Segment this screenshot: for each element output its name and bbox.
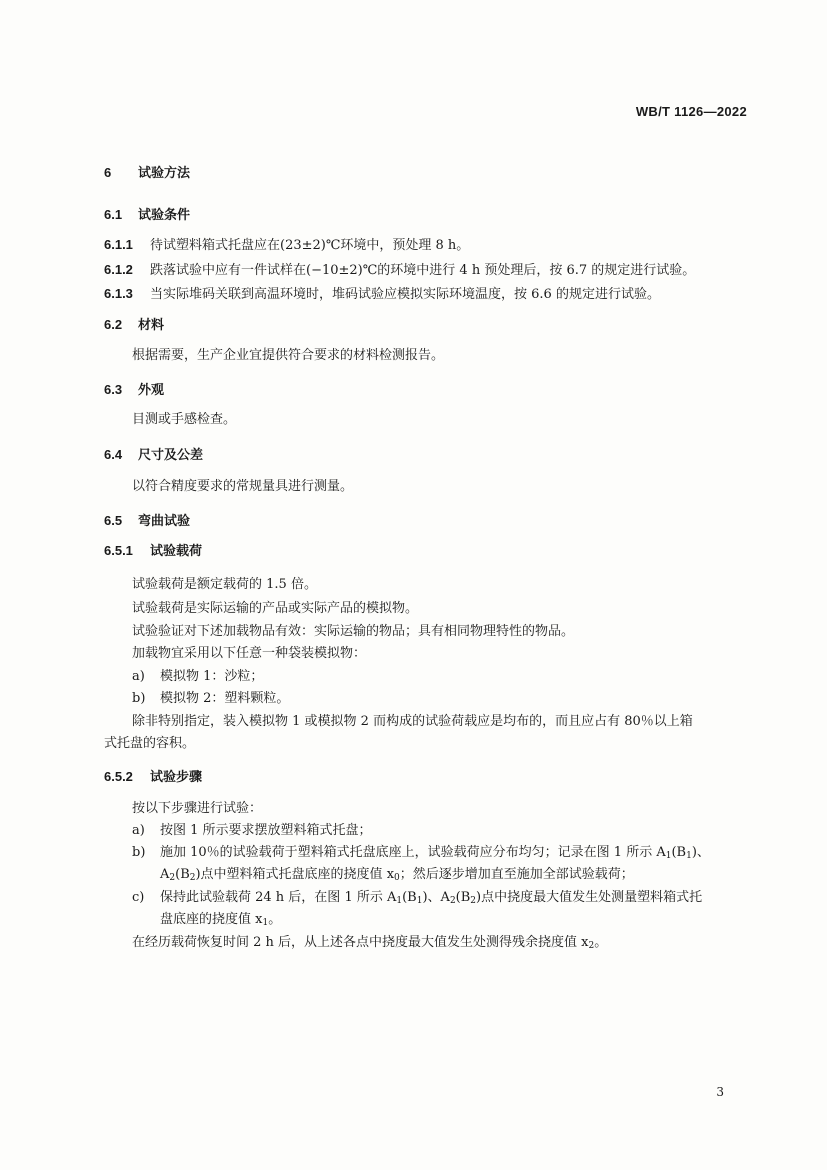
section-6-2-heading (104, 316, 164, 335)
list-label: b) (132, 845, 146, 860)
document-id: WB/T 1126—2022 (635, 104, 747, 119)
section-title: 材料 (138, 318, 165, 333)
section-number: 6.4 (104, 447, 123, 462)
list-item (132, 690, 289, 708)
section-title: 外观 (138, 383, 165, 398)
paragraph: 除非特别指定，装入模拟物 1 或模拟物 2 而构成的试验荷载应是均布的，而且应占有 80％以上箱 (132, 714, 693, 729)
section-6-1-heading (104, 206, 190, 225)
list-label: a) (132, 669, 145, 684)
section-number: 6.3 (104, 382, 123, 397)
section-number: 6.2 (104, 317, 123, 332)
clause-number: 6.1.3 (104, 286, 133, 301)
section-title: 试验步骤 (150, 770, 203, 785)
clause-text: 当实际堆码关联到高温环境时，堆码试验应模拟实际环境温度，按 6.6 的规定进行试验。 (150, 287, 660, 302)
list-label: a) (132, 823, 145, 838)
paragraph: 加载物宜采用以下任意一种袋装模拟物： (132, 646, 367, 661)
clause-6-1-1 (104, 236, 469, 255)
paragraph-continuation: 式托盘的容积。 (104, 736, 196, 751)
section-number: 6 (104, 165, 112, 180)
section-number: 6.5.2 (104, 769, 133, 784)
clause-6-1-2 (104, 261, 695, 280)
section-number: 6.5.1 (104, 543, 133, 558)
list-text: 模拟物 1：沙粒； (160, 669, 264, 684)
list-item-continuation: 盘底座的挠度值 $x_1$。 (160, 912, 282, 928)
section-6-4-text: 以符合精度要求的常规量具进行测量。 (132, 479, 354, 494)
list-text: 保持此试验载荷 24 h 后，在图 1 所示 $A_1(B_1)$、$A_2(B_2)$点中挠度最大值发生处测量塑料箱式托 (160, 890, 703, 906)
section-title: 尺寸及公差 (138, 448, 204, 463)
list-label: b) (132, 691, 146, 706)
list-text: 按图 1 所示要求摆放塑料箱式托盘； (160, 823, 372, 838)
clause-text: 待试塑料箱式托盘应在(23±2)℃环境中，预处理 8 h。 (150, 238, 470, 253)
section-number: 6.5 (104, 513, 123, 528)
section-title: 试验方法 (138, 166, 191, 181)
clause-6-1-3 (104, 285, 660, 304)
list-text: 施加 10％的试验载荷于塑料箱式托盘底座上，试验载荷应分布均匀；记录在图 1 所示 $A_1(B_1)$、 (160, 845, 710, 861)
list-item (132, 822, 372, 840)
paragraph: 在经历载荷恢复时间 2 h 后，从上述各点中挠度最大值发生处测得残余挠度值 $x_2$。 (132, 935, 608, 951)
list-item (132, 844, 710, 865)
section-6-2-text: 根据需要，生产企业宜提供符合要求的材料检测报告。 (132, 348, 445, 363)
list-text: 模拟物 2：塑料颗粒。 (160, 691, 290, 706)
list-item (132, 889, 702, 910)
page-number: 3 (716, 1085, 724, 1099)
section-6-3-text: 目测或手感检查。 (132, 412, 237, 427)
section-6-5-1-heading (104, 542, 202, 561)
section-title: 试验条件 (138, 208, 191, 223)
clause-number: 6.1.1 (104, 237, 133, 252)
section-6-heading (104, 164, 190, 183)
paragraph: 试验载荷是实际运输的产品或实际产品的模拟物。 (132, 601, 419, 616)
section-6-4-heading (104, 446, 203, 465)
paragraph: 按以下步骤进行试验： (132, 801, 263, 816)
section-6-3-heading (104, 381, 164, 400)
clause-number: 6.1.2 (104, 262, 133, 277)
section-title: 试验载荷 (150, 544, 203, 559)
list-item-continuation: $A_2(B_2)$点中塑料箱式托盘底座的挠度值 $x_0$；然后逐步增加直至施加全部试验载荷； (160, 867, 634, 883)
paragraph: 试验验证对下述加载物品有效：实际运输的物品；具有相同物理特性的物品。 (132, 624, 575, 639)
section-6-5-heading (104, 512, 190, 531)
list-item (132, 668, 263, 686)
section-number: 6.1 (104, 207, 123, 222)
section-6-5-2-heading (104, 768, 202, 787)
section-title: 弯曲试验 (138, 514, 191, 529)
paragraph: 试验载荷是额定载荷的 1.5 倍。 (132, 577, 317, 592)
clause-text: 跌落试验中应有一件试样在(−10±2)℃的环境中进行 4 h 预处理后，按 6.7 的规定进行试验。 (150, 263, 696, 278)
list-label: c) (132, 890, 145, 905)
